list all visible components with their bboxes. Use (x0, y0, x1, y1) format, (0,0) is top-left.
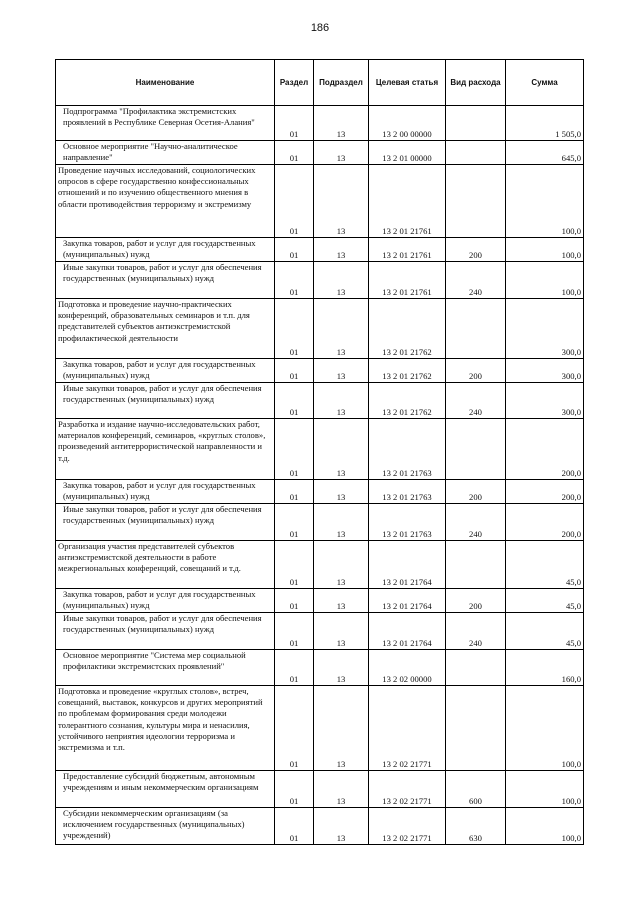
row-sum: 45,0 (506, 541, 584, 589)
row-name: Закупка товаров, работ и услуг для государственных (муниципальных) нужд (56, 359, 275, 383)
row-sum: 100,0 (506, 771, 584, 808)
row-name: Иные закупки товаров, работ и услуг для обеспечения государственных (муниципальных) нужд (56, 504, 275, 541)
row-target-article: 13 2 01 21764 (369, 541, 446, 589)
row-target-article: 13 2 01 21761 (369, 238, 446, 262)
row-podrazdel: 13 (314, 771, 369, 808)
row-expense-type: 240 (446, 613, 506, 650)
row-expense-type: 630 (446, 808, 506, 845)
table-row (56, 589, 584, 613)
row-name: Иные закупки товаров, работ и услуг для обеспечения государственных (муниципальных) нужд (56, 383, 275, 419)
row-name: Подготовка и проведение «круглых столов», встреч, совещаний, выставок, конкурсов и других мероприятий по проблемам формирования среди молодежи толерантного сознания, культуры мира и ненасилия, устойчивого неприятия идеологии терроризма и экстремизма и т.п. (56, 686, 275, 771)
table-row (56, 238, 584, 262)
row-target-article: 13 2 01 00000 (369, 141, 446, 165)
row-podrazdel: 13 (314, 650, 369, 686)
row-expense-type: 200 (446, 589, 506, 613)
row-expense-type: 240 (446, 504, 506, 541)
row-name: Проведение научных исследований, социологических опросов в сфере государственно конфессиональных отношений и по изучению общественного мнения в области противодействия терроризму и экстремизму (56, 165, 275, 238)
row-sum: 100,0 (506, 165, 584, 238)
row-sum: 100,0 (506, 686, 584, 771)
table-row (56, 771, 584, 808)
row-razdel: 01 (275, 299, 314, 359)
row-sum: 45,0 (506, 613, 584, 650)
header-sum: Сумма (506, 60, 584, 106)
table-row (56, 141, 584, 165)
row-expense-type (446, 686, 506, 771)
row-sum: 100,0 (506, 238, 584, 262)
row-podrazdel: 13 (314, 541, 369, 589)
row-name: Закупка товаров, работ и услуг для государственных (муниципальных) нужд (56, 238, 275, 262)
row-expense-type (446, 106, 506, 141)
row-expense-type: 200 (446, 359, 506, 383)
row-expense-type (446, 650, 506, 686)
table-row (56, 480, 584, 504)
row-expense-type: 600 (446, 771, 506, 808)
row-razdel: 01 (275, 383, 314, 419)
row-name: Иные закупки товаров, работ и услуг для обеспечения государственных (муниципальных) нужд (56, 262, 275, 299)
row-podrazdel: 13 (314, 480, 369, 504)
row-expense-type (446, 299, 506, 359)
table-row (56, 262, 584, 299)
page-number: 186 (310, 22, 330, 34)
row-expense-type (446, 419, 506, 480)
row-podrazdel: 13 (314, 165, 369, 238)
row-razdel: 01 (275, 141, 314, 165)
row-name: Предоставление субсидий бюджетным, автономным учреждениям и иным некоммерческим организациям (56, 771, 275, 808)
row-podrazdel: 13 (314, 299, 369, 359)
row-name: Закупка товаров, работ и услуг для государственных (муниципальных) нужд (56, 480, 275, 504)
table-row (56, 359, 584, 383)
table-body (56, 106, 584, 845)
row-expense-type: 200 (446, 238, 506, 262)
row-razdel: 01 (275, 541, 314, 589)
row-sum: 200,0 (506, 419, 584, 480)
row-sum: 300,0 (506, 299, 584, 359)
row-podrazdel: 13 (314, 262, 369, 299)
row-target-article: 13 2 01 21763 (369, 419, 446, 480)
row-name: Основное мероприятие "Научно-аналитическое направление" (56, 141, 275, 165)
row-podrazdel: 13 (314, 589, 369, 613)
row-razdel: 01 (275, 686, 314, 771)
row-target-article: 13 2 02 21771 (369, 771, 446, 808)
table-row (56, 541, 584, 589)
row-podrazdel: 13 (314, 238, 369, 262)
row-razdel: 01 (275, 262, 314, 299)
table-row (56, 613, 584, 650)
row-razdel: 01 (275, 480, 314, 504)
row-razdel: 01 (275, 771, 314, 808)
row-target-article: 13 2 01 21764 (369, 613, 446, 650)
table-row (56, 383, 584, 419)
row-name: Подпрограмма "Профилактика экстремистских проявлений в Республике Северная Осетия-Алания" (56, 106, 275, 141)
row-podrazdel: 13 (314, 106, 369, 141)
table-row (56, 504, 584, 541)
row-expense-type (446, 541, 506, 589)
row-razdel: 01 (275, 613, 314, 650)
table-header-row (56, 60, 584, 106)
row-name: Подготовка и проведение научно-практических конференций, образовательных семинаров и т.п. для представителей субъектов антиэкстремистской профилактической деятельности (56, 299, 275, 359)
row-target-article: 13 2 00 00000 (369, 106, 446, 141)
row-podrazdel: 13 (314, 808, 369, 845)
row-podrazdel: 13 (314, 686, 369, 771)
header-razdel: Раздел (275, 60, 314, 106)
row-podrazdel: 13 (314, 359, 369, 383)
row-razdel: 01 (275, 238, 314, 262)
row-target-article: 13 2 01 21763 (369, 480, 446, 504)
row-name: Разработка и издание научно-исследовательских работ, материалов конференций, семинаров, «круглых столов», произведений антитеррористической направленности и т.д. (56, 419, 275, 480)
header-target-article: Целевая статья (369, 60, 446, 106)
row-name: Субсидии некоммерческим организациям (за исключением государственных (муниципальных) учреждений) (56, 808, 275, 845)
table-row (56, 650, 584, 686)
table-row (56, 165, 584, 238)
row-sum: 300,0 (506, 383, 584, 419)
row-expense-type: 200 (446, 480, 506, 504)
row-target-article: 13 2 01 21762 (369, 299, 446, 359)
row-podrazdel: 13 (314, 141, 369, 165)
row-razdel: 01 (275, 504, 314, 541)
row-razdel: 01 (275, 359, 314, 383)
table-row (56, 419, 584, 480)
row-target-article: 13 2 01 21762 (369, 359, 446, 383)
row-name: Организация участия представителей субъектов антиэкстремистской деятельности в работе межрегиональных конференций, совещаний и т.д. (56, 541, 275, 589)
row-sum: 300,0 (506, 359, 584, 383)
table-row (56, 686, 584, 771)
row-razdel: 01 (275, 808, 314, 845)
table-row (56, 299, 584, 359)
table-row (56, 808, 584, 845)
row-target-article: 13 2 01 21764 (369, 589, 446, 613)
row-sum: 160,0 (506, 650, 584, 686)
row-razdel: 01 (275, 419, 314, 480)
row-target-article: 13 2 01 21761 (369, 165, 446, 238)
header-podrazdel: Подраздел (314, 60, 369, 106)
row-podrazdel: 13 (314, 504, 369, 541)
row-sum: 45,0 (506, 589, 584, 613)
row-razdel: 01 (275, 589, 314, 613)
header-name: Наименование (56, 60, 275, 106)
row-target-article: 13 2 01 21761 (369, 262, 446, 299)
row-target-article: 13 2 02 00000 (369, 650, 446, 686)
row-target-article: 13 2 02 21771 (369, 808, 446, 845)
row-target-article: 13 2 01 21763 (369, 504, 446, 541)
row-expense-type (446, 141, 506, 165)
row-sum: 1 505,0 (506, 106, 584, 141)
row-name: Иные закупки товаров, работ и услуг для обеспечения государственных (муниципальных) нужд (56, 613, 275, 650)
row-sum: 645,0 (506, 141, 584, 165)
row-expense-type: 240 (446, 262, 506, 299)
row-sum: 100,0 (506, 262, 584, 299)
budget-table (55, 59, 584, 845)
row-sum: 100,0 (506, 808, 584, 845)
row-podrazdel: 13 (314, 383, 369, 419)
table-row (56, 106, 584, 141)
row-razdel: 01 (275, 650, 314, 686)
row-expense-type: 240 (446, 383, 506, 419)
row-podrazdel: 13 (314, 613, 369, 650)
row-target-article: 13 2 02 21771 (369, 686, 446, 771)
row-target-article: 13 2 01 21762 (369, 383, 446, 419)
row-expense-type (446, 165, 506, 238)
row-sum: 200,0 (506, 504, 584, 541)
row-razdel: 01 (275, 106, 314, 141)
row-razdel: 01 (275, 165, 314, 238)
header-expense-type: Вид расхода (446, 60, 506, 106)
row-name: Закупка товаров, работ и услуг для государственных (муниципальных) нужд (56, 589, 275, 613)
row-sum: 200,0 (506, 480, 584, 504)
row-podrazdel: 13 (314, 419, 369, 480)
row-name: Основное мероприятие "Система мер социальной профилактики экстремистских проявлений" (56, 650, 275, 686)
